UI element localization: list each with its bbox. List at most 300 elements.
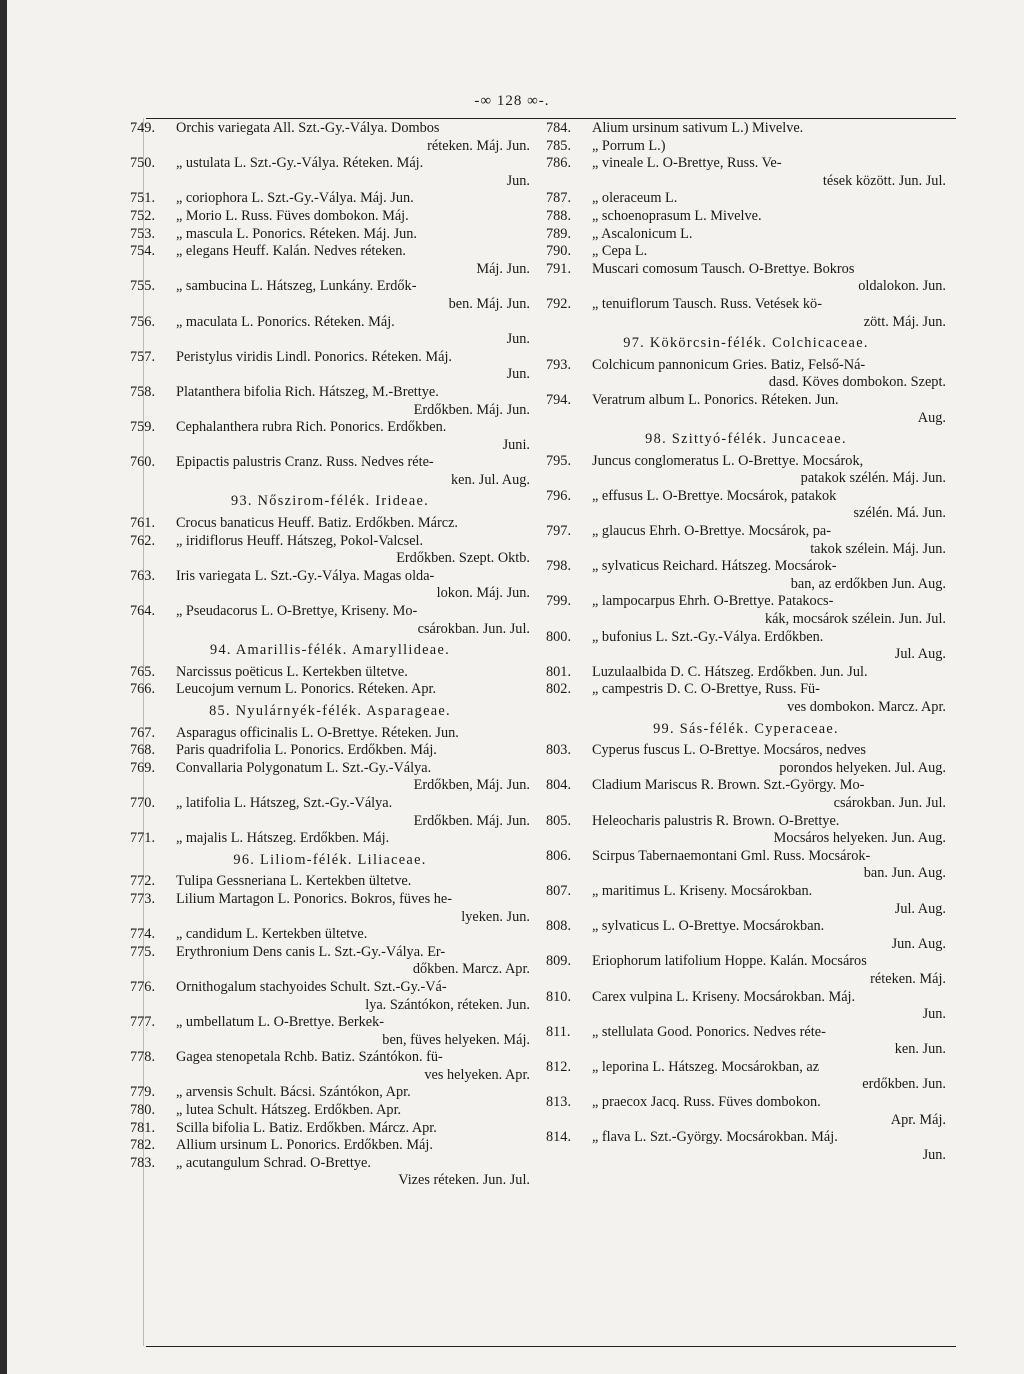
entry-text-block [176, 226, 530, 244]
entry-text: „ Pseudacorus L. O-Brettye, Kriseny. Mo- [176, 603, 418, 620]
entry-text: „ sylvaticus Reichard. Hátszeg. Mocsárok- [592, 558, 837, 575]
entry-text: „ ustulata L. Szt.-Gy.-Válya. Réteken. Máj. [176, 155, 424, 172]
entry-text-block [176, 419, 530, 454]
entry-number: 792. [546, 295, 572, 312]
entry-text-block [592, 918, 946, 953]
entry-continuation: zött. Máj. Jun. [863, 313, 946, 330]
species-entry [130, 349, 530, 384]
species-entry [546, 453, 946, 488]
entry-continuation: Jun. Aug. [891, 935, 946, 952]
entry-continuation: Erdőkben. Szept. Oktb. [396, 550, 530, 567]
species-entry [130, 515, 530, 533]
entry-text: Luzulaalbida D. C. Hátszeg. Erdőkben. Jun. Jul. [592, 663, 868, 680]
entry-continuation: Jun. [506, 366, 530, 383]
species-entry [130, 1155, 530, 1190]
species-entry [546, 208, 946, 226]
entry-number: 798. [546, 558, 572, 575]
entry-continuation: Jun. [922, 1146, 946, 1163]
entry-text-block [176, 384, 530, 419]
species-entry [546, 664, 946, 682]
entry-text: Convallaria Polygonatum L. Szt.-Gy.-Válya. [176, 759, 432, 776]
entry-text: „ Cepa L. [592, 243, 648, 260]
entry-number: 775. [130, 943, 156, 960]
entry-text-block [176, 830, 530, 848]
entry-text-block [176, 190, 530, 208]
entry-text: Muscari comosum Tausch. O-Brettye. Bokros [592, 260, 855, 277]
entry-number: 801. [546, 663, 572, 680]
entry-text-block [176, 681, 530, 699]
entry-text-block [592, 296, 946, 331]
entry-continuation: patakok szélén. Máj. Jun. [800, 470, 946, 487]
entry-text: Cyperus fuscus L. O-Brettye. Mocsáros, nedves [592, 742, 866, 759]
top-rule [146, 118, 956, 119]
species-entry [546, 742, 946, 777]
entry-text: „ latifolia L. Hátszeg, Szt.-Gy.-Válya. [176, 794, 393, 811]
entry-continuation: ben. Máj. Jun. [448, 295, 530, 312]
species-entry [546, 953, 946, 988]
entry-text-block [592, 190, 946, 208]
entry-number: 797. [546, 523, 572, 540]
species-entry [130, 1137, 530, 1155]
entry-text: Leucojum vernum L. Ponorics. Réteken. Apr. [176, 681, 437, 698]
entry-number: 763. [130, 567, 156, 584]
entry-text-block [592, 392, 946, 427]
entry-number: 786. [546, 155, 572, 172]
entry-number: 794. [546, 391, 572, 408]
entry-text: „ elegans Heuff. Kalán. Nedves réteken. [176, 243, 406, 260]
entry-text: Gagea stenopetala Rchb. Batiz. Szántókon. fü- [176, 1049, 443, 1066]
entry-text: „ coriophora L. Szt.-Gy.-Válya. Máj. Jun. [176, 190, 414, 207]
species-entry [130, 243, 530, 278]
entry-text-block [592, 453, 946, 488]
entry-continuation: Jul. Aug. [894, 900, 946, 917]
species-entry [130, 419, 530, 454]
entry-text-block [176, 568, 530, 603]
entry-continuation: Jun. [506, 172, 530, 189]
entry-number: 768. [130, 742, 156, 759]
species-entry [130, 891, 530, 926]
species-entry [546, 155, 946, 190]
entry-text-block [592, 120, 946, 138]
entry-number: 754. [130, 243, 156, 260]
family-heading: 94. Amarillis-félék. Amaryllideae. [210, 642, 450, 659]
entry-text-block [176, 944, 530, 979]
species-entry [546, 296, 946, 331]
entry-text: Veratrum album L. Ponorics. Réteken. Jun. [592, 391, 839, 408]
entry-text: Cephalanthera rubra Rich. Ponorics. Erdőkben. [176, 419, 447, 436]
entry-text: Heleocharis palustris R. Brown. O-Brettye. [592, 812, 840, 829]
entry-text: „ effusus L. O-Brettye. Mocsárok, patakok [592, 487, 837, 504]
entry-number: 756. [130, 313, 156, 330]
entry-text-block [592, 813, 946, 848]
entry-text-block [176, 725, 530, 743]
entry-text: Peristylus viridis Lindl. Ponorics. Réteken. Máj. [176, 348, 452, 365]
entry-text: Platanthera bifolia Rich. Hátszeg, M.-Brettye. [176, 383, 439, 400]
entry-text: „ mascula L. Ponorics. Réteken. Máj. Jun. [176, 225, 418, 242]
entry-text-block [176, 1084, 530, 1102]
species-entry [546, 243, 946, 261]
entry-number: 777. [130, 1014, 156, 1031]
entry-continuation: Erdőkben. Máj. Jun. [413, 812, 530, 829]
entry-text: „ Ascalonicum L. [592, 225, 693, 242]
entry-text-block [176, 1137, 530, 1155]
entry-text: „ tenuiflorum Tausch. Russ. Vetések kö- [592, 295, 822, 312]
entry-number: 810. [546, 988, 572, 1005]
entry-number: 811. [546, 1023, 571, 1040]
entry-number: 780. [130, 1102, 156, 1119]
entry-text: „ campestris D. C. O-Brettye, Russ. Fü- [592, 681, 820, 698]
species-entry [130, 742, 530, 760]
entry-text: Paris quadrifolia L. Ponorics. Erdőkben. Máj. [176, 742, 437, 759]
species-entry [130, 454, 530, 489]
entry-continuation: Aug. [917, 409, 946, 426]
entry-number: 781. [130, 1119, 156, 1136]
entry-number: 813. [546, 1094, 572, 1111]
species-entry [130, 226, 530, 244]
entry-continuation: réteken. Máj. Jun. [427, 137, 530, 154]
entry-text: „ stellulata Good. Ponorics. Nedves réte- [592, 1023, 826, 1040]
entry-number: 809. [546, 953, 572, 970]
species-entry [130, 1084, 530, 1102]
species-entry [130, 278, 530, 313]
species-entry [130, 873, 530, 891]
species-entry [546, 190, 946, 208]
entry-number: 757. [130, 348, 156, 365]
entry-text-block [176, 533, 530, 568]
entry-number: 795. [546, 452, 572, 469]
family-heading: 85. Nyulárnyék-félék. Asparageae. [209, 703, 451, 719]
entry-text: Orchis variegata All. Szt.-Gy.-Vályа. Dombos [176, 120, 440, 136]
entry-number: 776. [130, 978, 156, 995]
entry-number: 770. [130, 794, 156, 811]
entry-text-block [592, 664, 946, 682]
species-entry [546, 777, 946, 812]
entry-text: „ praecox Jacq. Russ. Füves dombokon. [592, 1094, 821, 1111]
entry-continuation: Juni. [502, 436, 530, 453]
entry-number: 800. [546, 628, 572, 645]
entry-continuation: réteken. Máj. [870, 970, 946, 987]
species-entry [130, 725, 530, 743]
entry-text-block [176, 742, 530, 760]
family-heading: 99. Sás-félék. Cyperaceae. [653, 720, 839, 737]
entry-text-block [176, 1102, 530, 1120]
entry-text-block [592, 261, 946, 296]
entry-number: 805. [546, 812, 572, 829]
entry-text-block [176, 515, 530, 533]
entry-text: Eriophorum latifolium Hoppe. Kalán. Mocsáros [592, 953, 867, 970]
family-heading: 98. Szittyó-félék. Juncaceae. [645, 431, 847, 448]
entry-number: 774. [130, 926, 156, 943]
species-entry [546, 1129, 946, 1164]
entry-number: 755. [130, 278, 156, 295]
entry-number: 759. [130, 419, 156, 436]
species-entry [130, 944, 530, 979]
entry-continuation: lya. Szántókon, réteken. Jun. [365, 996, 530, 1013]
entry-number: 788. [546, 207, 572, 224]
entry-text-block [592, 1024, 946, 1059]
entry-text: „ Morio L. Russ. Füves dombokon. Máj. [176, 207, 409, 224]
entry-number: 750. [130, 155, 156, 172]
entry-number: 758. [130, 383, 156, 400]
entry-text: „ lutea Schult. Hátszeg. Erdőkben. Apr. [176, 1102, 402, 1119]
entry-continuation: ves dombokon. Marcz. Apr. [787, 699, 946, 715]
entry-text: Ornithogalum stachyoides Schult. Szt.-Gy.-Vá- [176, 978, 447, 995]
entry-text-block [176, 120, 530, 155]
entry-number: 796. [546, 487, 572, 504]
entry-text-block [176, 155, 530, 190]
entry-number: 779. [130, 1084, 156, 1101]
entry-number: 764. [130, 603, 156, 620]
right-column [546, 120, 946, 1164]
entry-number: 771. [130, 830, 156, 847]
entry-text: „ leporina L. Hátszeg. Mocsárokban, az [592, 1058, 820, 1075]
entry-number: 814. [546, 1129, 572, 1146]
entry-text-block [176, 926, 530, 944]
page-number: -∞ 128 ∞-. [474, 93, 550, 109]
entry-text-block [592, 848, 946, 883]
entry-number: 749. [130, 120, 156, 136]
entry-text-block [592, 208, 946, 226]
species-entry [130, 384, 530, 419]
entry-text-block [176, 795, 530, 830]
entry-number: 783. [130, 1154, 156, 1171]
species-entry [546, 1059, 946, 1094]
entry-text: Colchicum pannonicum Gries. Batiz, Felső-Ná- [592, 356, 866, 373]
entry-number: 752. [130, 207, 156, 224]
entry-number: 761. [130, 515, 156, 532]
entry-continuation: Jun. [506, 331, 530, 348]
entry-text-block [592, 488, 946, 523]
entry-text-block [592, 558, 946, 593]
species-entry [130, 664, 530, 682]
entry-continuation: csárokban. Jun. Jul. [833, 794, 946, 811]
entry-text: Scilla bifolia L. Batiz. Erdőkben. Márcz. Apr. [176, 1119, 437, 1136]
entry-text-block [176, 979, 530, 1014]
entry-text: „ oleraceum L. [592, 190, 678, 207]
entry-continuation: Jun. [922, 1006, 946, 1023]
entry-text: „ acutangulum Schrad. O-Brettye. [176, 1154, 371, 1171]
entry-text-block [592, 226, 946, 244]
entry-text: „ vineale L. O-Brettye, Russ. Ve- [592, 155, 782, 172]
entry-continuation: kák, mocsárok szélein. Jun. Jul. [764, 611, 946, 628]
entry-text-block [176, 1155, 530, 1190]
entry-text-block [592, 155, 946, 190]
entry-text-block [592, 243, 946, 261]
entry-text-block [592, 777, 946, 812]
entry-number: 765. [130, 663, 156, 680]
species-entry [546, 523, 946, 558]
entry-text: Juncus conglomeratus L. O-Brettye. Mocsárok, [592, 452, 864, 469]
entry-text: „ glaucus Ehrh. O-Brettye. Mocsárok, pa- [592, 523, 831, 540]
entry-continuation: lokon. Máj. Jun. [436, 585, 530, 602]
entry-text: „ sambucina L. Hátszeg, Lunkány. Erdők- [176, 278, 417, 295]
entry-number: 789. [546, 225, 572, 242]
entry-number: 772. [130, 873, 156, 890]
species-entry [546, 681, 946, 716]
entry-number: 802. [546, 681, 572, 698]
entry-number: 799. [546, 593, 572, 610]
entry-number: 807. [546, 882, 572, 899]
species-entry [130, 760, 530, 795]
entry-number: 769. [130, 759, 156, 776]
entry-continuation: Máj. Jun. [476, 260, 530, 277]
entry-text-block [592, 1094, 946, 1129]
entry-text-block [176, 278, 530, 313]
entry-text-block [592, 1129, 946, 1164]
entry-text-block [592, 681, 946, 716]
entry-continuation: Erdőkben, Máj. Jun. [413, 777, 530, 794]
entry-text: Allium ursinum L. Ponorics. Erdőkben. Máj. [176, 1137, 433, 1154]
species-entry [546, 593, 946, 628]
species-entry [546, 138, 946, 156]
entry-text: „ umbellatum L. O-Brettye. Berkek- [176, 1014, 385, 1031]
entry-text: „ iridiflorus Heuff. Hátszeg, Pokol-Valcsel. [176, 532, 424, 549]
entry-text-block [176, 1014, 530, 1049]
entry-number: 760. [130, 454, 156, 471]
entry-text-block [176, 891, 530, 926]
entry-text: Alium ursinum sativum L.) Mivelve. [592, 120, 804, 136]
species-entry [130, 1120, 530, 1138]
entry-text: Cladium Mariscus R. Brown. Szt.-György. Mo- [592, 777, 865, 794]
entry-text: „ maritimus L. Kriseny. Mocsárokban. [592, 882, 813, 899]
entry-text-block [176, 760, 530, 795]
species-entry [546, 120, 946, 138]
left-column [130, 120, 530, 1190]
species-entry [546, 1024, 946, 1059]
entry-text: Lilium Martagon L. Ponorics. Bokros, füves he- [176, 890, 452, 907]
family-heading: 96. Liliom-félék. Liliaceae. [233, 851, 427, 868]
entry-continuation: Jul. Aug. [894, 646, 946, 663]
family-heading: 93. Nőszirom-félék. Irideae. [231, 493, 429, 510]
species-entry [130, 190, 530, 208]
entry-number: 806. [546, 847, 572, 864]
species-entry [546, 918, 946, 953]
entry-text: Asparagus officinalis L. O-Brettye. Réteken. Jun. [176, 724, 459, 741]
entry-continuation: Erdőkben. Máj. Jun. [413, 401, 530, 418]
entry-continuation: csárokban. Jun. Jul. [417, 620, 530, 637]
species-entry [546, 558, 946, 593]
entry-continuation: Mocsáros helyeken. Jun. Aug. [773, 830, 946, 847]
entry-continuation: ves helyeken. Apr. [424, 1066, 530, 1083]
species-entry [130, 314, 530, 349]
species-entry [130, 155, 530, 190]
entry-continuation: szélén. Má. Jun. [853, 505, 946, 522]
species-entry [130, 926, 530, 944]
entry-number: 812. [546, 1058, 572, 1075]
species-entry [130, 568, 530, 603]
entry-continuation: porondos helyeken. Jul. Aug. [779, 759, 946, 776]
entry-continuation: ban. Jun. Aug. [863, 865, 946, 882]
entry-text-block [176, 873, 530, 891]
entry-continuation: tések között. Jun. Jul. [822, 172, 946, 189]
entry-continuation: ben, füves helyeken. Máj. [382, 1031, 530, 1048]
entry-text-block [592, 357, 946, 392]
entry-text: Scirpus Tabernaemontani Gml. Russ. Mocsárok- [592, 847, 871, 864]
entry-number: 751. [130, 190, 156, 207]
species-entry [546, 357, 946, 392]
entry-text: Crocus banaticus Heuff. Batiz. Erdőkben. Márcz. [176, 515, 459, 532]
entry-text-block [592, 629, 946, 664]
entry-text: „ schoenoprasum L. Mivelve. [592, 207, 762, 224]
entry-number: 787. [546, 190, 572, 207]
entry-text: „ majalis L. Hátszeg. Erdőkben. Máj. [176, 830, 390, 847]
species-entry [546, 226, 946, 244]
species-entry [130, 1049, 530, 1084]
entry-text-block [592, 883, 946, 918]
entry-continuation: dasd. Köves dombokon. Szept. [768, 374, 946, 391]
entry-text-block [592, 1059, 946, 1094]
species-entry [546, 261, 946, 296]
entry-text-block [176, 1049, 530, 1084]
entry-text-block [176, 454, 530, 489]
entry-continuation: dőkben. Marcz. Apr. [412, 961, 530, 978]
entry-continuation: ken. Jul. Aug. [450, 471, 530, 488]
species-entry [546, 1094, 946, 1129]
entry-continuation: ken. Jun. [894, 1041, 946, 1058]
entry-number: 782. [130, 1137, 156, 1154]
entry-number: 753. [130, 225, 156, 242]
entry-number: 767. [130, 724, 156, 741]
entry-continuation: Apr. Máj. [890, 1111, 946, 1128]
entry-number: 785. [546, 137, 572, 154]
species-entry [546, 629, 946, 664]
entry-text: „ candidum L. Kertekben ültetve. [176, 926, 368, 943]
entry-number: 803. [546, 742, 572, 759]
entry-text: „ Porrum L.) [592, 137, 666, 154]
species-entry [130, 681, 530, 699]
entry-text: „ arvensis Schult. Bácsi. Szántókon, Apr. [176, 1084, 411, 1101]
entry-number: 778. [130, 1049, 156, 1066]
entry-text-block [592, 523, 946, 558]
entry-text-block [176, 1120, 530, 1138]
species-entry [546, 813, 946, 848]
species-entry [130, 1014, 530, 1049]
entry-text-block [176, 243, 530, 278]
entry-text-block [176, 208, 530, 226]
species-entry [130, 979, 530, 1014]
entry-number: 791. [546, 260, 572, 277]
species-entry [546, 989, 946, 1024]
entry-number: 808. [546, 918, 572, 935]
entry-text: Iris variegata L. Szt.-Gy.-Válya. Magas olda- [176, 567, 435, 584]
entry-text: Epipactis palustris Cranz. Russ. Nedves réte- [176, 454, 434, 471]
entry-continuation: takok szélein. Máj. Jun. [810, 540, 946, 557]
species-entry [546, 848, 946, 883]
entry-text-block [592, 742, 946, 777]
species-entry [130, 830, 530, 848]
species-entry [546, 488, 946, 523]
entry-number: 762. [130, 532, 156, 549]
species-entry [130, 795, 530, 830]
entry-text: Erythronium Dens canis L. Szt.-Gy.-Válya. Er- [176, 943, 446, 960]
entry-text-block [592, 989, 946, 1024]
entry-number: 766. [130, 681, 156, 698]
entry-number: 793. [546, 356, 572, 373]
entry-text: „ bufonius L. Szt.-Gy.-Válya. Erdőkben. [592, 628, 824, 645]
species-entry [130, 1102, 530, 1120]
entry-text: „ lampocarpus Ehrh. O-Brettye. Patakocs- [592, 593, 834, 610]
species-entry [130, 208, 530, 226]
entry-text-block [176, 664, 530, 682]
entry-text-block [592, 953, 946, 988]
entry-text-block [592, 593, 946, 628]
entry-text: „ flava L. Szt.-György. Mocsárokban. Máj. [592, 1129, 838, 1146]
entry-text-block [176, 603, 530, 638]
entry-continuation: oldalokon. Jun. [858, 278, 946, 295]
entry-text: „ sylvaticus L. O-Brettye. Mocsárokban. [592, 918, 825, 935]
entry-text-block [176, 349, 530, 384]
entry-text-block [592, 138, 946, 156]
